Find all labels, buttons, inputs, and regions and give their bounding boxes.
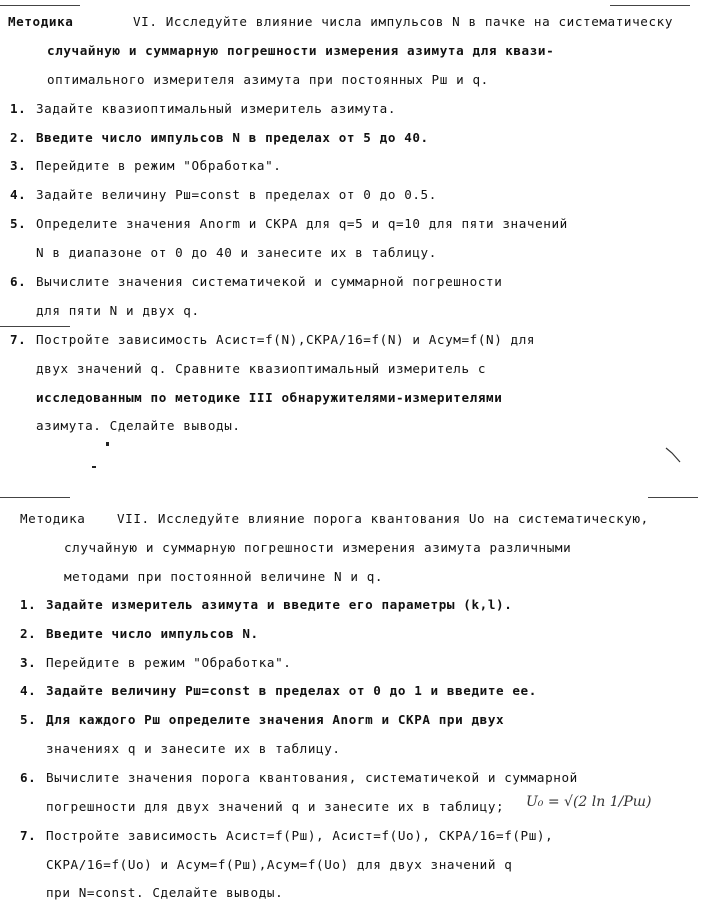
section-7-title-line2: случайную и суммарную погрешности измерения азимута различными [64, 540, 572, 555]
step-text: Перейдите в режим "Обработка". [46, 655, 292, 670]
step-text: СКРА/16=f(Uo) и Асум=f(Рш),Асум=f(Uo) для двух значений q [46, 857, 513, 872]
step-text: Для каждого Рш определите значения Аnorm и СКРА при двух [46, 712, 505, 727]
step-text: азимута. Сделайте выводы. [36, 418, 241, 433]
step-number: 3. [20, 655, 37, 670]
step-text: двух значений q. Сравните квазиоптимальный измеритель с [36, 361, 487, 376]
step-number: 1. [10, 101, 27, 116]
step-number: 6. [20, 770, 37, 785]
step-number: 3. [10, 158, 27, 173]
step-text: погрешности для двух значений q и занесите их в таблицу; [46, 799, 505, 814]
ink-mark [106, 442, 109, 446]
step-text: Определите значения Аnorm и СКРА для q=5 и q=10 для пяти значений [36, 216, 568, 231]
top-rule [0, 5, 80, 6]
ink-mark [92, 466, 96, 468]
step-text: Вычислите значения порога квантования, систематичекой и суммарной [46, 770, 578, 785]
section-6-title: VI. Исследуйте влияние числа импульсов N в пачке на систематическу [133, 14, 674, 29]
top-rule-right [610, 5, 690, 6]
pen-stroke-icon [664, 446, 684, 466]
step-text: Постройте зависимость Асист=f(Рш), Асист=f(Uo), СКРА/16=f(Рш), [46, 828, 554, 843]
section-6-title-line3: оптимального измерителя азимута при постоянных Рш и q. [47, 72, 489, 87]
step-text: исследованным по методике III обнаружителями-измерителями [36, 390, 503, 405]
section-7-label: Методика [20, 511, 86, 526]
step-text: значениях q и занесите их в таблицу. [46, 741, 341, 756]
step-number: 7. [20, 828, 37, 843]
step-text: Задайте квазиоптимальный измеритель азимута. [36, 101, 397, 116]
step-number: 4. [20, 683, 37, 698]
step-text: Задайте величину Рш=const в пределах от 0 до 1 и введите ее. [46, 683, 537, 698]
step-number: 1. [20, 597, 37, 612]
handwritten-formula: U₀ = √(2 ln 1/Рш) [526, 794, 652, 810]
step-text: Вычислите значения систематичекой и суммарной погрешности [36, 274, 503, 289]
section-7-rule-right [648, 497, 698, 498]
step-text: Постройте зависимость Асист=f(N),СКРА/16=f(N) и Асум=f(N) для [36, 332, 536, 347]
section-6-label: Методика [8, 14, 74, 29]
section-7-rule-left [0, 497, 70, 498]
step-number: 7. [10, 332, 27, 347]
step-number: 4. [10, 187, 27, 202]
step-number: 6. [10, 274, 27, 289]
step-text: Введите число импульсов N. [46, 626, 259, 641]
step-text: при N=const. Сделайте выводы. [46, 885, 284, 900]
step-text: N в диапазоне от 0 до 40 и занесите их в таблицу. [36, 245, 437, 260]
step-text: Перейдите в режим "Обработка". [36, 158, 282, 173]
step-number: 2. [10, 130, 27, 145]
step-text: Задайте величину Рш=const в пределах от 0 до 0.5. [36, 187, 437, 202]
step-text: Введите число импульсов N в пределах от 5 до 40. [36, 130, 429, 145]
section-7-title-line3: методами при постоянной величине N и q. [64, 569, 384, 584]
step-text: для пяти N и двух q. [36, 303, 200, 318]
divider-rule [0, 326, 70, 327]
section-6-title-line2: случайную и суммарную погрешности измерения азимута для квази- [47, 43, 555, 58]
step-text: Задайте измеритель азимута и введите его параметры (k,l). [46, 597, 513, 612]
section-7-title: VII. Исследуйте влияние порога квантования Uо на систематическую, [117, 511, 649, 526]
step-number: 2. [20, 626, 37, 641]
step-number: 5. [20, 712, 37, 727]
step-number: 5. [10, 216, 27, 231]
